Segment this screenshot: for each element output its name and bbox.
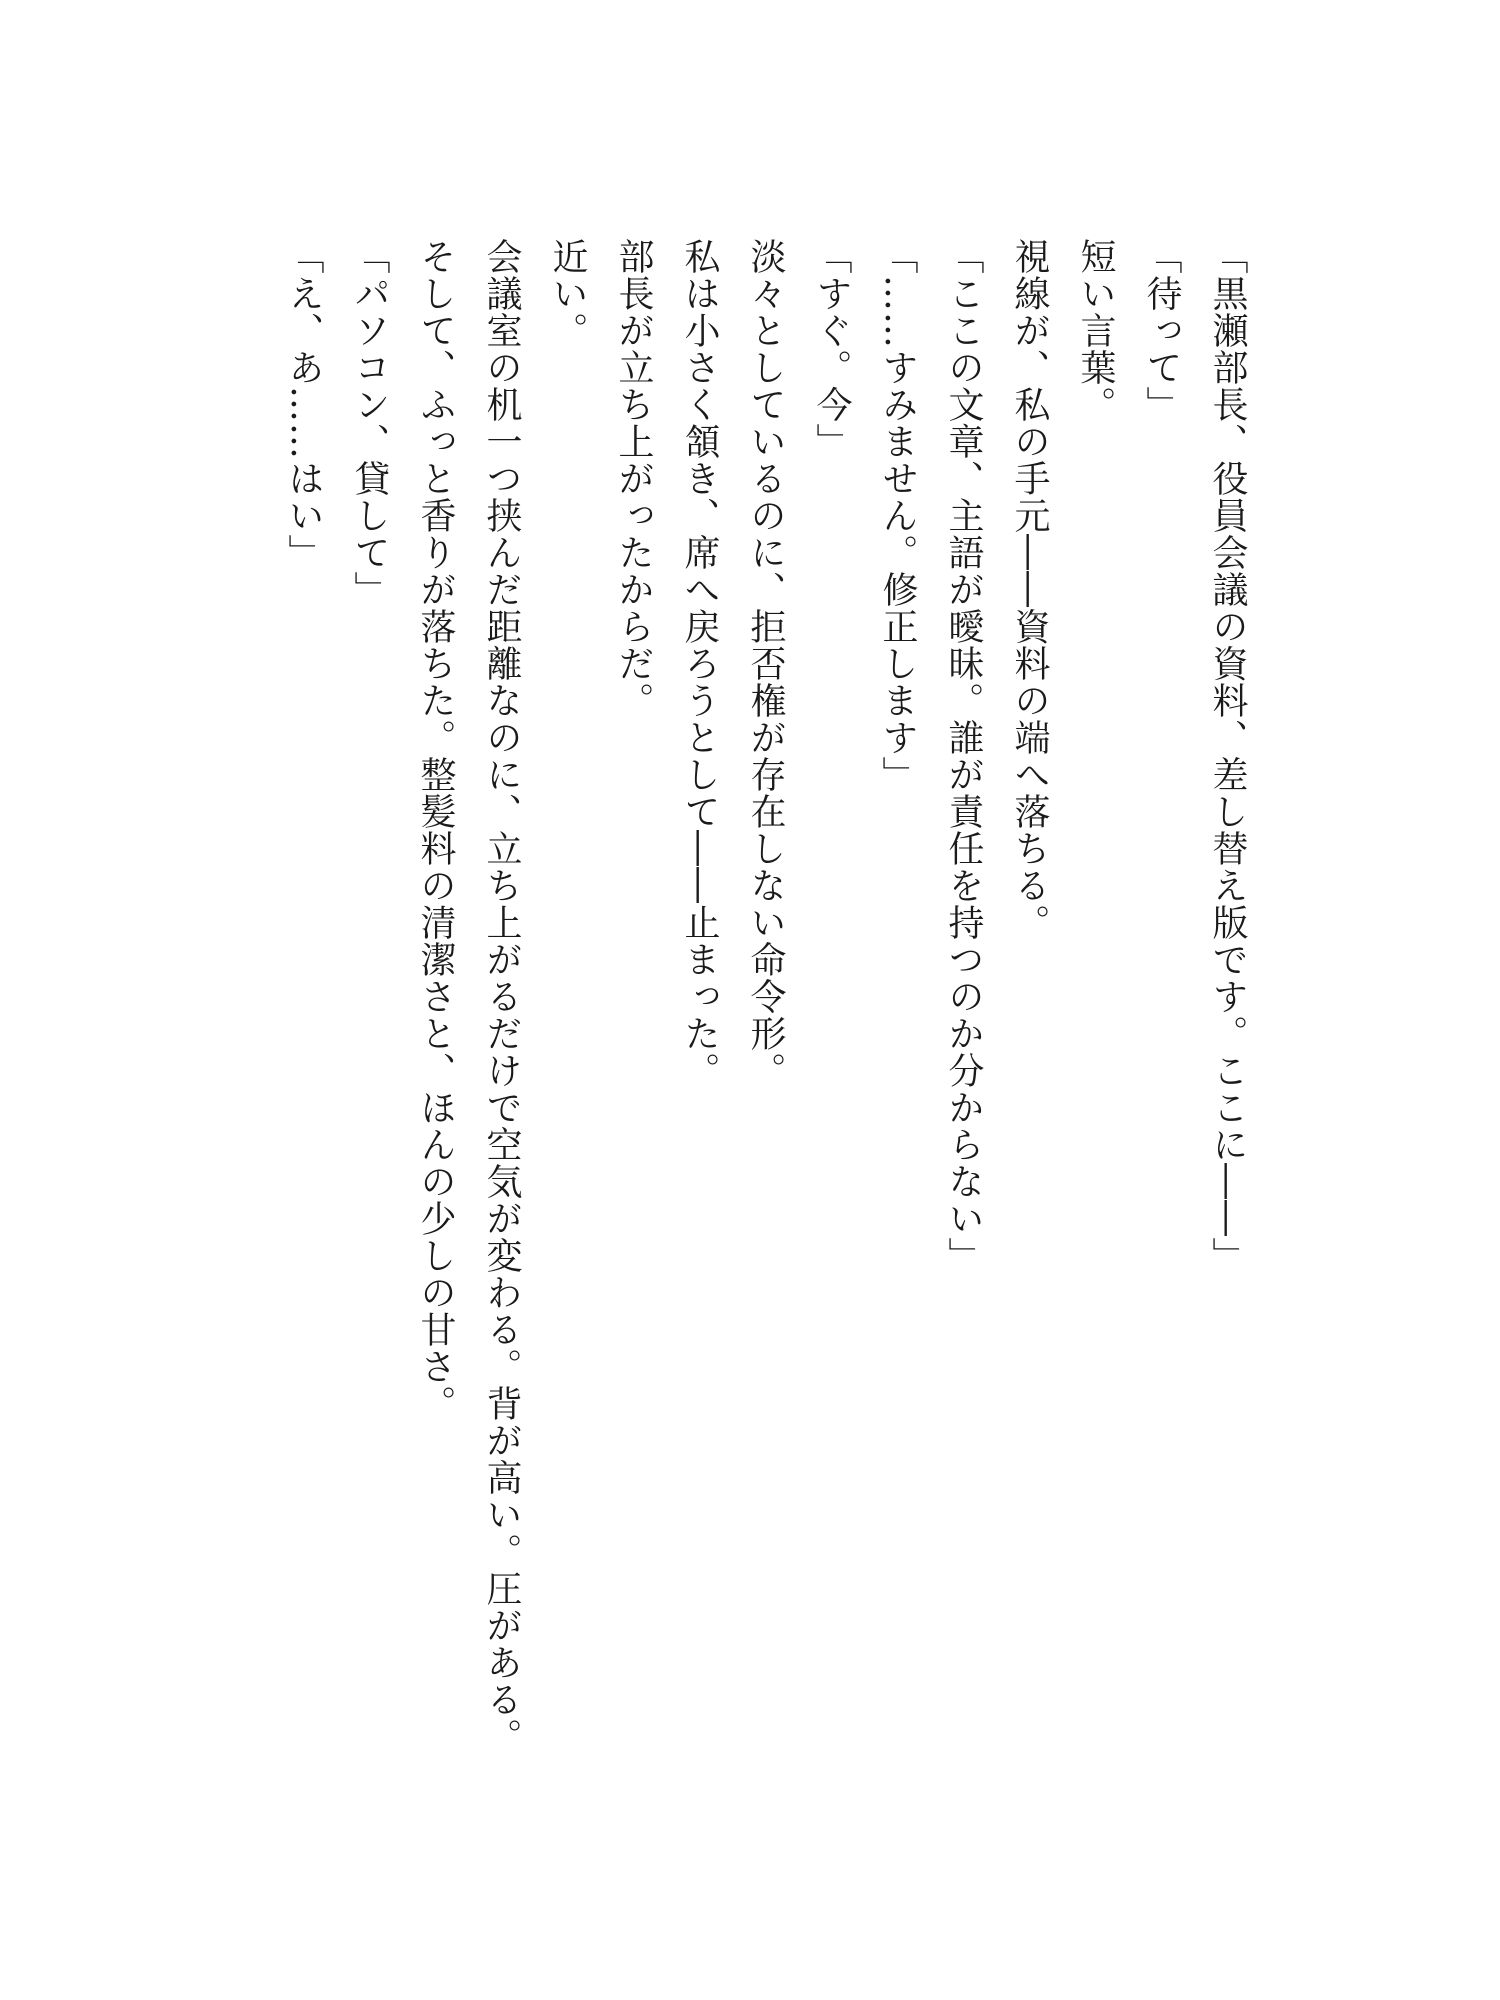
text-line-narration: 私は小さく頷き、席へ戻ろうとして――止まった。	[679, 238, 720, 1089]
text-line-narration: 短い言葉。	[1075, 238, 1116, 423]
text-line-dialogue: 「ここの文章、主語が曖昧。誰が責任を持つのか分からない」	[943, 238, 984, 1274]
text-line-narration: 近い。	[547, 238, 588, 349]
text-line-narration: 部長が立ち上がったからだ。	[613, 238, 654, 719]
text-line-dialogue: 「え、あ……はい」	[283, 238, 324, 571]
text-line-dialogue: 「すぐ。今」	[811, 238, 852, 460]
text-line-dialogue: 「黒瀬部長、役員会議の資料、差し替え版です。ここに――」	[1207, 238, 1248, 1274]
vertical-text-body	[270, 238, 1260, 1798]
text-line-dialogue: 「待って」	[1141, 238, 1182, 423]
text-line-narration: 視線が、私の手元――資料の端へ落ちる。	[1009, 238, 1050, 941]
text-line-narration: そして、ふっと香りが落ちた。整髪料の清潔さと、ほんの少しの甘さ。	[415, 238, 456, 1422]
text-line-narration: 淡々としているのに、拒否権が存在しない命令形。	[745, 238, 786, 1089]
text-line-dialogue: 「……すみません。修正します」	[877, 238, 918, 793]
text-line-narration: 会議室の机一つ挟んだ距離なのに、立ち上がるだけで空気が変わる。背が高い。圧がある。	[481, 238, 522, 1755]
text-line-dialogue: 「パソコン、貸して」	[349, 238, 390, 608]
